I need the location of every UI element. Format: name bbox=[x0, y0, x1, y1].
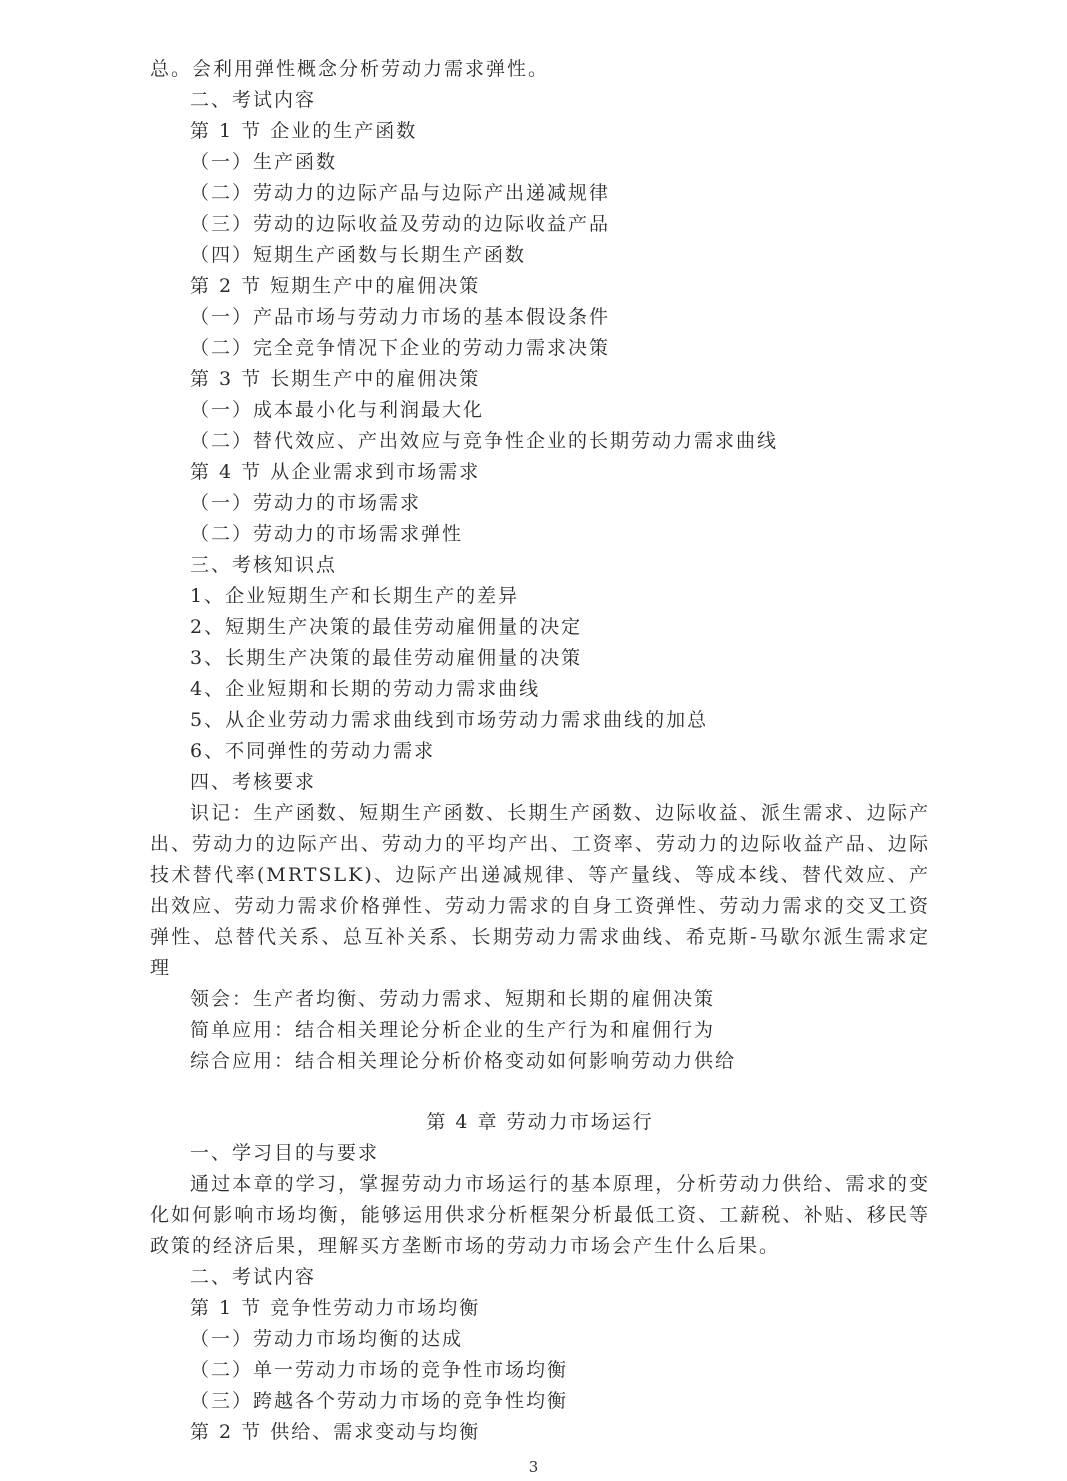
section-item: （二）单一劳动力市场的竞争性市场均衡 bbox=[190, 1359, 569, 1381]
heading-exam-content: 二、考试内容 bbox=[190, 89, 317, 111]
section-item: （一）产品市场与劳动力市场的基本假设条件 bbox=[190, 306, 611, 328]
heading-objectives: 一、学习目的与要求 bbox=[190, 1142, 380, 1164]
heading-exam-content: 二、考试内容 bbox=[190, 1266, 317, 1288]
section-title: 第 2 节 供给、需求变动与均衡 bbox=[190, 1421, 481, 1443]
objectives-paragraph: 通过本章的学习，掌握劳动力市场运行的基本原理，分析劳动力供给、需求的变化如何影响市场均衡，能够运用供求分析框架分析最低工资、工薪税、补贴、移民等政策的经济后果，理解买方垄断市场的劳动力市场会产生什么后果。 bbox=[150, 1173, 930, 1257]
requirement-recall: 识记：生产函数、短期生产函数、长期生产函数、边际收益、派生需求、边际产出、劳动力的边际产出、劳动力的平均产出、工资率、劳动力的边际收益产品、边际技术替代率(MRTSLK)、边际产出递减规律、等产量线、等成本线、替代效应、产出效应、劳动力需求价格弹性、劳动力需求的自身工资弹性、劳动力需求的交叉工资弹性、总替代关系、总互补关系、长期劳动力需求曲线、希克斯-马歇尔派生需求定理 bbox=[150, 802, 930, 979]
knowledge-point: 4、企业短期和长期的劳动力需求曲线 bbox=[190, 678, 541, 700]
knowledge-point: 5、从企业劳动力需求曲线到市场劳动力需求曲线的加总 bbox=[190, 709, 709, 731]
heading-requirements: 四、考核要求 bbox=[190, 771, 317, 793]
section-item: （一）成本最小化与利润最大化 bbox=[190, 399, 485, 421]
requirement-understand: 领会：生产者均衡、劳动力需求、短期和长期的雇佣决策 bbox=[190, 988, 716, 1010]
section-title: 第 4 节 从企业需求到市场需求 bbox=[190, 461, 481, 483]
knowledge-point: 1、企业短期生产和长期生产的差异 bbox=[190, 585, 520, 607]
page-number: 3 bbox=[528, 1458, 539, 1476]
knowledge-point: 6、不同弹性的劳动力需求 bbox=[190, 740, 436, 762]
knowledge-point: 2、短期生产决策的最佳劳动雇佣量的决定 bbox=[190, 616, 583, 638]
section-title: 第 1 节 企业的生产函数 bbox=[190, 120, 418, 142]
heading-knowledge-points: 三、考核知识点 bbox=[190, 554, 338, 576]
section-item: （二）替代效应、产出效应与竞争性企业的长期劳动力需求曲线 bbox=[190, 430, 779, 452]
section-item: （一）劳动力市场均衡的达成 bbox=[190, 1328, 464, 1350]
continuation-line: 总。会利用弹性概念分析劳动力需求弹性。 bbox=[150, 58, 550, 80]
section-item: （二）完全竞争情况下企业的劳动力需求决策 bbox=[190, 337, 611, 359]
section-item: （二）劳动力的市场需求弹性 bbox=[190, 523, 464, 545]
section-item: （四）短期生产函数与长期生产函数 bbox=[190, 244, 527, 266]
section-item: （三）劳动的边际收益及劳动的边际收益产品 bbox=[190, 213, 611, 235]
page-content bbox=[150, 54, 930, 1448]
section-title: 第 3 节 长期生产中的雇佣决策 bbox=[190, 368, 481, 390]
section-item: （二）劳动力的边际产品与边际产出递减规律 bbox=[190, 182, 611, 204]
requirement-comprehensive-apply: 综合应用：结合相关理论分析价格变动如何影响劳动力供给 bbox=[190, 1050, 737, 1072]
requirement-simple-apply: 简单应用：结合相关理论分析企业的生产行为和雇佣行为 bbox=[190, 1019, 716, 1041]
section-item: （三）跨越各个劳动力市场的竞争性均衡 bbox=[190, 1390, 569, 1412]
knowledge-point: 3、长期生产决策的最佳劳动雇佣量的决策 bbox=[190, 647, 583, 669]
section-item: （一）劳动力的市场需求 bbox=[190, 492, 422, 514]
chapter-title: 第 4 章 劳动力市场运行 bbox=[426, 1111, 654, 1133]
section-item: （一）生产函数 bbox=[190, 151, 338, 173]
section-title: 第 1 节 竞争性劳动力市场均衡 bbox=[190, 1297, 481, 1319]
section-title: 第 2 节 短期生产中的雇佣决策 bbox=[190, 275, 481, 297]
